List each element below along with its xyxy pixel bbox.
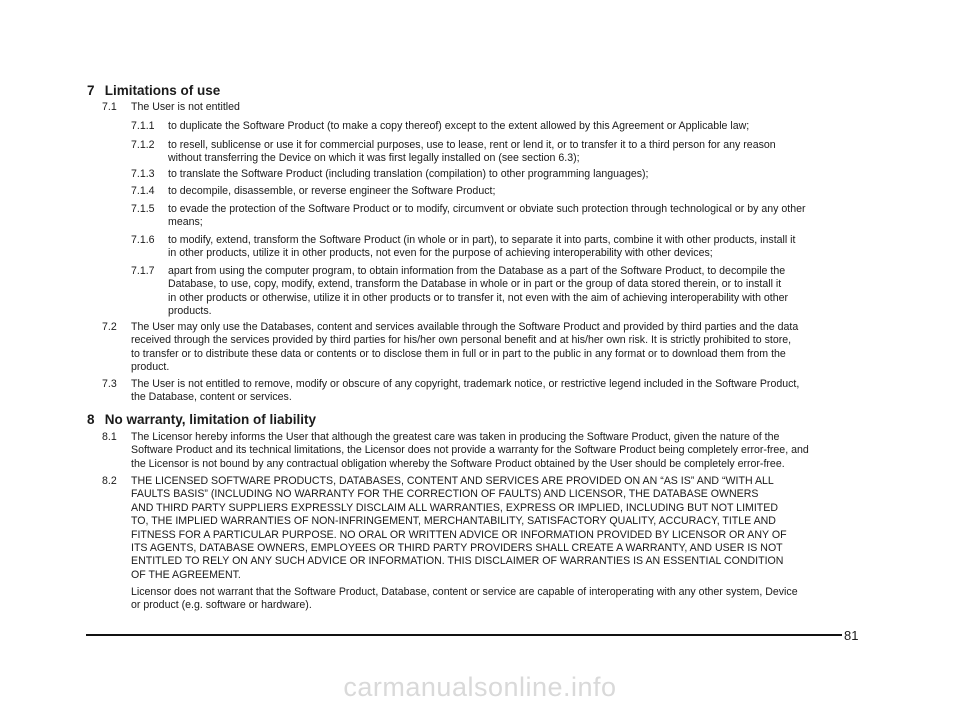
page-number: 81 [844,628,859,643]
clause-text [131,431,809,471]
clause-line: The User is not entitled to remove, modify or obscure of any copyright, trademark notice, or restrictive legend included in the Software Product, [131,378,800,390]
clause-line: to evade the protection of the Software Product or to modify, circumvent or obviate such protection through technological or by any other [168,203,806,215]
clause-number: 7.3 [102,378,117,390]
clause-line: products. [168,305,212,318]
section-7-number: 7 [87,83,95,98]
clause-number: 8.1 [102,431,117,443]
clause-line: to duplicate the Software Product (to make a copy thereof) except to the extent allowed by this Agreement or Applicable law; [168,120,750,132]
clause-text [131,101,240,114]
section-8-title: No warranty, limitation of liability [104,412,317,427]
clause-number: 7.2 [102,321,117,333]
clause-line: in other products or otherwise, utilize it in other products or to transfer it, not even with the aim of achieving interoperability with other [168,291,789,304]
clause-text [168,203,806,230]
clause-line: The User is not entitled [131,101,240,113]
clause-line: without transferring the Device on which it was first legally installed on (see section 6.3); [168,152,580,165]
clause-text [168,265,788,319]
clause-line: in other products, utilize it in other products, not even for the purpose of achieving interoperability with other devices; [168,247,713,260]
clause-line: ITS AGENTS, DATABASE OWNERS, EMPLOYEES OR THIRD PARTY PROVIDERS SHALL CREATE A WARRANTY, AND USER IS NOT [131,542,783,555]
clause-line: ENTITLED TO RELY ON ANY SUCH ADVICE OR INFORMATION. THIS DISCLAIMER OF WARRANTIES IS AN ESSENTIAL CONDITION [131,555,784,568]
clause-number: 7.1.7 [131,265,155,277]
clause-number: 7.1.3 [131,168,155,180]
clause-text [168,234,795,261]
section-7-heading [87,83,220,99]
clause-line: OF THE AGREEMENT. [131,568,241,581]
clause-line: to transfer or to distribute these data or contents or to disclose them in full or in part to the public in any format or to download them from the [131,347,786,360]
clause-line: TO, THE IMPLIED WARRANTIES OF NON-INFRINGEMENT, MERCHANTABILITY, SATISFACTORY QUALITY, ACCURACY, TITLE AND [131,515,776,528]
clause-line: AND THIRD PARTY SUPPLIERS EXPRESSLY DISCLAIM ALL WARRANTIES, EXPRESS OR IMPLIED, INCLUDING BUT NOT LIMITED [131,501,778,514]
clause-text [168,185,495,198]
section-7-title: Limitations of use [104,83,221,98]
clause-line: FITNESS FOR A PARTICULAR PURPOSE. NO ORAL OR WRITTEN ADVICE OR INFORMATION PROVIDED BY LICENSOR OR ANY OF [131,528,787,541]
clause-number: 7.1.2 [131,139,155,151]
closing-paragraph [131,586,798,613]
clause-text [168,120,749,133]
footer-rule [86,634,842,636]
clause-text [168,139,776,166]
clause-line: the Licensor is not bound by any contractual obligation whereby the Software Product obtained by the User should be completely error-free. [131,457,785,470]
paragraph-line: or product (e.g. software or hardware). [131,599,312,612]
clause-number: 7.1 [102,101,117,113]
clause-line: means; [168,216,203,229]
clause-line: THE LICENSED SOFTWARE PRODUCTS, DATABASES, CONTENT AND SERVICES ARE PROVIDED ON AN “AS IS” AND “WITH ALL [131,475,774,487]
clause-line: product. [131,361,170,374]
clause-line: the Database, content or services. [131,391,292,404]
clause-number: 7.1.1 [131,120,155,132]
paragraph-line: Licensor does not warrant that the Software Product, Database, content or service are capable of interoperating with any other system, Device [131,586,798,598]
clause-line: Software Product and its technical limitations, the Licensor does not provide a warranty for the Software Product being completely error-free, and [131,444,809,457]
clause-line: The Licensor hereby informs the User that although the greatest care was taken in producing the Software Product, given the nature of the [131,431,780,443]
clause-number: 7.1.6 [131,234,155,246]
watermark-text: carmanualsonline.info [343,672,617,702]
clause-line: FAULTS BASIS” (INCLUDING NO WARRANTY FOR THE CORRECTION OF FAULTS) AND LICENSOR, THE DATABASE OWNERS [131,488,759,501]
clause-number: 7.1.4 [131,185,155,197]
clause-line: to decompile, disassemble, or reverse engineer the Software Product; [168,185,496,197]
clause-line: apart from using the computer program, to obtain information from the Database as a part of the Software Product, to decompile the [168,265,786,277]
clause-text [131,321,798,375]
clause-line: to resell, sublicense or use it for commercial purposes, use to lease, rent or lend it, or to transfer it to a third person for any reason [168,139,776,151]
clause-text [131,378,799,405]
section-8-number: 8 [87,412,95,427]
clause-number: 8.2 [102,475,117,487]
clause-line: to translate the Software Product (including translation (compilation) to other programming languages); [168,168,649,180]
section-8-heading [87,412,316,428]
clause-text [168,168,649,181]
clause-line: The User may only use the Databases, content and services available through the Software Product and provided by third parties and the data [131,321,799,333]
clause-line: to modify, extend, transform the Software Product (in whole or in part), to separate it into parts, combine it with other products, install it [168,234,796,246]
clause-line: Database, to use, copy, modify, extend, transform the Database in whole or in part or the group of data stored therein, or to install it [168,278,782,291]
clause-number: 7.1.5 [131,203,155,215]
clause-line: received through the services provided by third parties for his/her own personal benefit and at his/her own risk. It is strictly prohibited to store, [131,334,792,347]
clause-text [131,475,787,582]
